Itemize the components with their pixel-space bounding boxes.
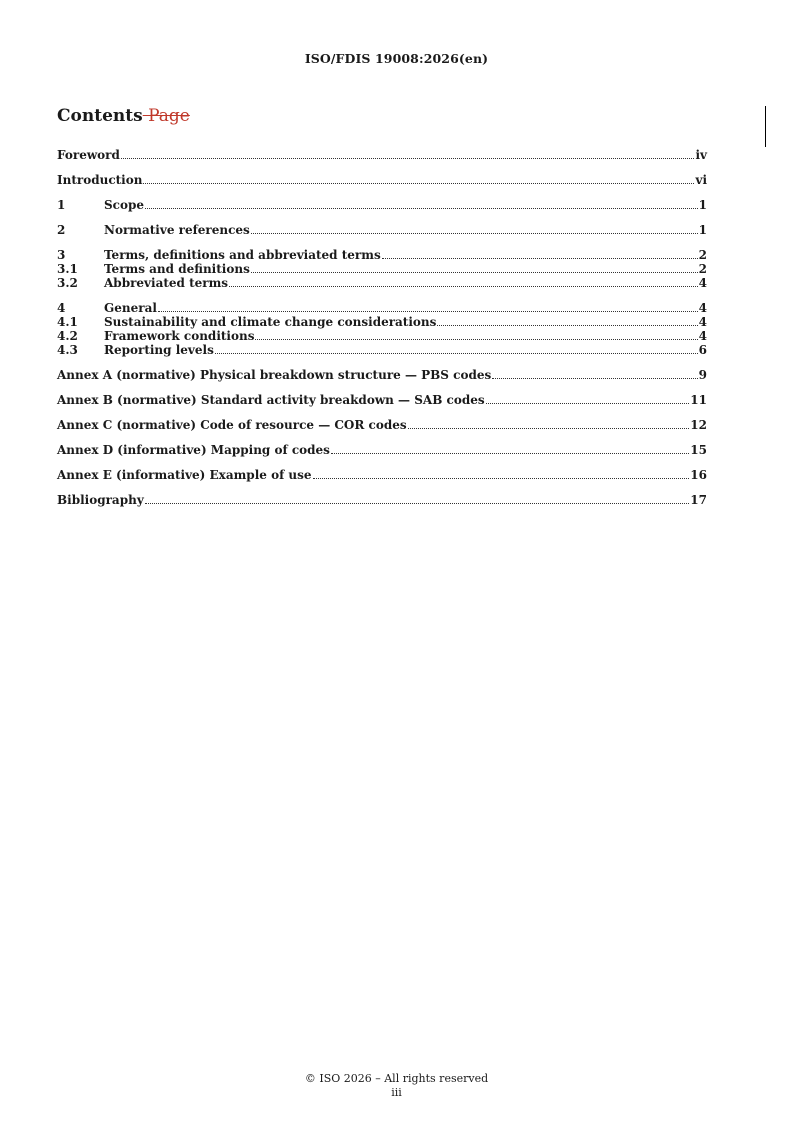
toc-entry-page: 15: [690, 443, 707, 457]
toc-entry-page: 2: [698, 248, 707, 262]
toc-entry-number: 4.1: [57, 315, 78, 329]
toc-entry-title: Terms and definitions: [104, 262, 250, 276]
toc-entry[interactable]: [57, 418, 707, 432]
toc-entry[interactable]: [57, 262, 707, 276]
toc-entry[interactable]: [57, 276, 707, 290]
page-label-deleted: Page: [142, 106, 190, 126]
page-number: iii: [391, 1086, 402, 1099]
toc-entry-page: 11: [690, 393, 707, 407]
toc-dot-leader: [251, 263, 698, 273]
toc-entry-title: Foreword: [57, 148, 120, 162]
toc-entry-title: Normative references: [104, 223, 250, 237]
toc-entry-page: 4: [698, 301, 707, 315]
toc-entry[interactable]: [57, 443, 707, 457]
toc-entry[interactable]: [57, 468, 707, 482]
toc-entry-number: 3: [57, 248, 66, 262]
toc-entry-title: Annex E (informative) Example of use: [57, 468, 312, 482]
toc-dot-leader: [121, 149, 695, 159]
toc-entry-page: 2: [698, 262, 707, 276]
toc-entry-title: General: [104, 301, 157, 315]
toc-entry-number: 4.3: [57, 343, 78, 357]
toc-entry-page: 1: [698, 223, 707, 237]
toc-entry-number: 3.2: [57, 276, 78, 290]
toc-dot-leader: [145, 199, 698, 209]
toc-dot-leader: [382, 249, 698, 259]
toc-entry[interactable]: [57, 248, 707, 262]
toc-dot-leader: [251, 224, 698, 234]
toc-entry-title: Abbreviated terms: [104, 276, 229, 290]
toc-entry-page: iv: [695, 148, 707, 162]
toc-dot-leader: [313, 469, 690, 479]
toc-entry-page: 9: [698, 368, 707, 382]
toc-entry[interactable]: [57, 329, 707, 343]
toc-entry-title: Bibliography: [57, 493, 144, 507]
toc-entry-number: 4.2: [57, 329, 78, 343]
toc-entry-title: Terms, definitions and abbreviated terms: [104, 248, 381, 262]
toc-dot-leader: [331, 444, 689, 454]
toc-entry-title: Annex B (normative) Standard activity breakdown — SAB codes: [57, 393, 485, 407]
toc-entry-page: 4: [698, 276, 707, 290]
toc-entry-page: 12: [690, 418, 707, 432]
toc-entry[interactable]: [57, 393, 707, 407]
toc-entry[interactable]: [57, 343, 707, 357]
toc-entry-title: Sustainability and climate change considerations: [104, 315, 437, 329]
toc-entry-page: vi: [695, 173, 707, 187]
change-bar: [765, 106, 766, 147]
toc-entry-title: Introduction: [57, 173, 143, 187]
toc-entry-page: 6: [698, 343, 707, 357]
toc-dot-leader: [215, 344, 698, 354]
toc-dot-leader: [143, 174, 694, 184]
toc-entry[interactable]: [57, 493, 707, 507]
toc-entry-title: Annex A (normative) Physical breakdown structure — PBS codes: [57, 368, 492, 382]
toc-dot-leader: [492, 369, 697, 379]
toc-entry-title: Reporting levels: [104, 343, 214, 357]
toc-entry-page: 1: [698, 198, 707, 212]
toc-entry-page: 4: [698, 315, 707, 329]
toc-dot-leader: [229, 277, 698, 287]
toc-entry[interactable]: [57, 301, 707, 315]
document-header: ISO/FDIS 19008:2026(en): [304, 51, 489, 66]
toc-entry-page: 17: [690, 493, 707, 507]
toc-entry-page: 4: [698, 329, 707, 343]
toc-dot-leader: [408, 419, 690, 429]
toc-entry[interactable]: [57, 368, 707, 382]
toc-entry-title: Annex C (normative) Code of resource — COR codes: [57, 418, 407, 432]
toc-dot-leader: [255, 330, 697, 340]
toc-entry-number: 1: [57, 198, 66, 212]
contents-heading: [57, 106, 190, 126]
toc-dot-leader: [158, 302, 698, 312]
toc-entry-number: 4: [57, 301, 66, 315]
toc-entry[interactable]: [57, 315, 707, 329]
toc-entry-title: Annex D (informative) Mapping of codes: [57, 443, 330, 457]
toc-entry[interactable]: [57, 148, 707, 162]
page-footer: [0, 1072, 793, 1100]
toc-dot-leader: [486, 394, 690, 404]
toc-entry-number: 3.1: [57, 262, 78, 276]
toc-entry[interactable]: [57, 198, 707, 212]
copyright-notice: © ISO 2026 – All rights reserved: [304, 1072, 489, 1085]
toc-dot-leader: [437, 316, 697, 326]
contents-title: Contents: [57, 106, 143, 126]
toc-entry[interactable]: [57, 173, 707, 187]
toc-entry-number: 2: [57, 223, 66, 237]
toc-entry-title: Framework conditions: [104, 329, 255, 343]
table-of-contents: [57, 148, 707, 507]
toc-dot-leader: [145, 494, 690, 504]
toc-entry-page: 16: [690, 468, 707, 482]
toc-entry-title: Scope: [104, 198, 145, 212]
toc-entry[interactable]: [57, 223, 707, 237]
